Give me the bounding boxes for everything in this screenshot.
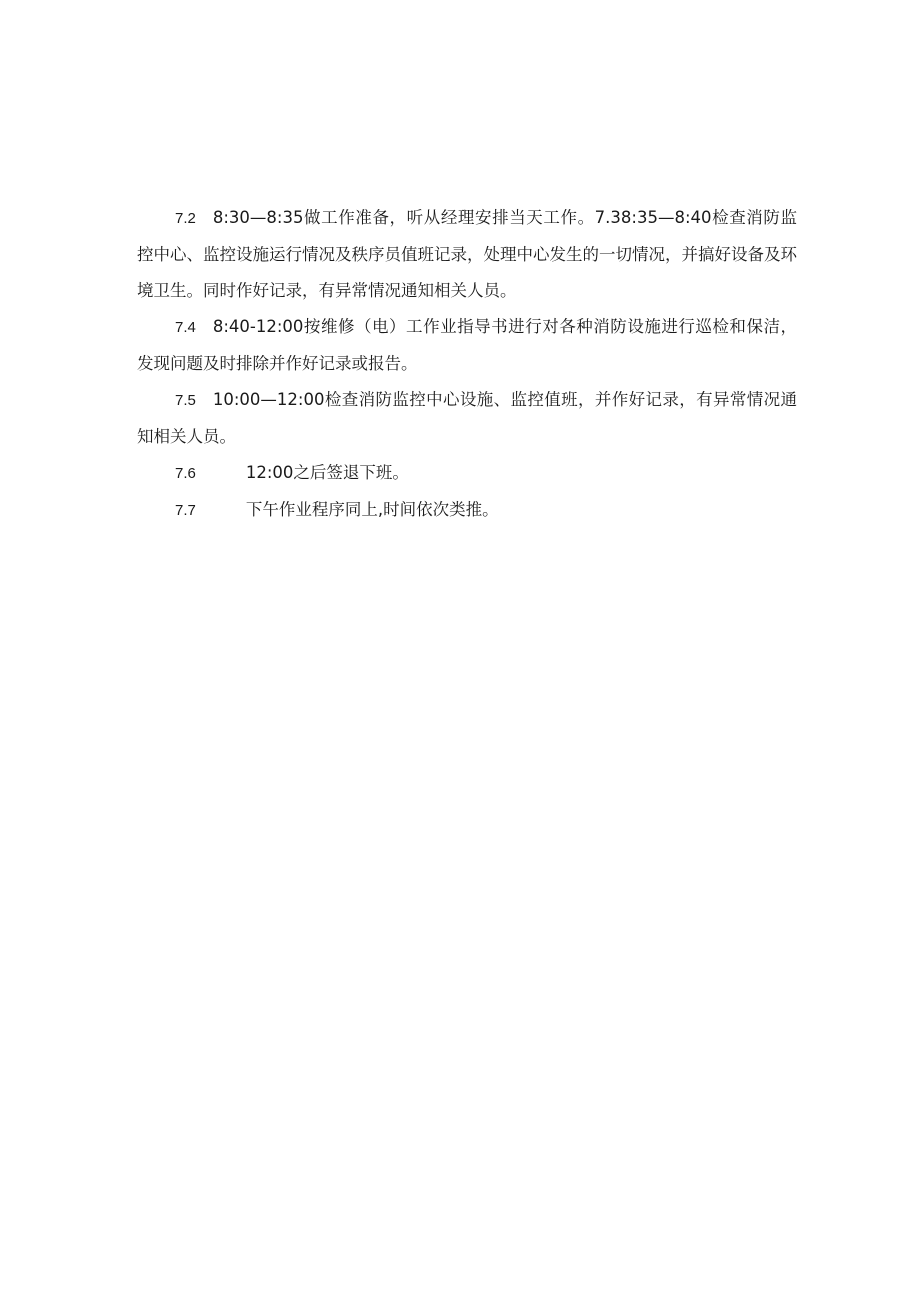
paragraph-text: 10:00—12:00检查消防监控中心设施、监控值班，并作好记录，有异常情况通知相关人员。 — [137, 390, 797, 446]
paragraph-text: 12:00之后签退下班。 — [245, 463, 409, 482]
paragraph-7-5 — [137, 382, 797, 455]
paragraph-text: 8:40-12:00按维修（电）工作业指导书进行对各种消防设施进行巡检和保洁，发现问题及时排除并作好记录或报告。 — [137, 317, 797, 373]
paragraph-number: 7.4 — [175, 319, 196, 336]
paragraph-text: 8:30—8:35做工作准备，听从经理安排当天工作。7.38:35—8:40检查消防监控中心、监控设施运行情况及秩序员值班记录，处理中心发生的一切情况，并搞好设备及环境卫生。同时作好记录，有异常情况通知相关人员。 — [137, 208, 797, 300]
paragraph-7-7 — [137, 492, 797, 529]
paragraph-text: 下午作业程序同上,时间依次类推。 — [245, 500, 499, 519]
paragraph-number: 7.5 — [175, 392, 196, 409]
paragraph-7-6 — [137, 455, 797, 492]
paragraph-number: 7.2 — [175, 210, 196, 227]
paragraph-7-4 — [137, 309, 797, 382]
paragraph-number: 7.7 — [175, 502, 196, 519]
paragraph-7-2 — [137, 200, 797, 309]
paragraph-number: 7.6 — [175, 465, 196, 482]
document-body — [137, 200, 797, 529]
